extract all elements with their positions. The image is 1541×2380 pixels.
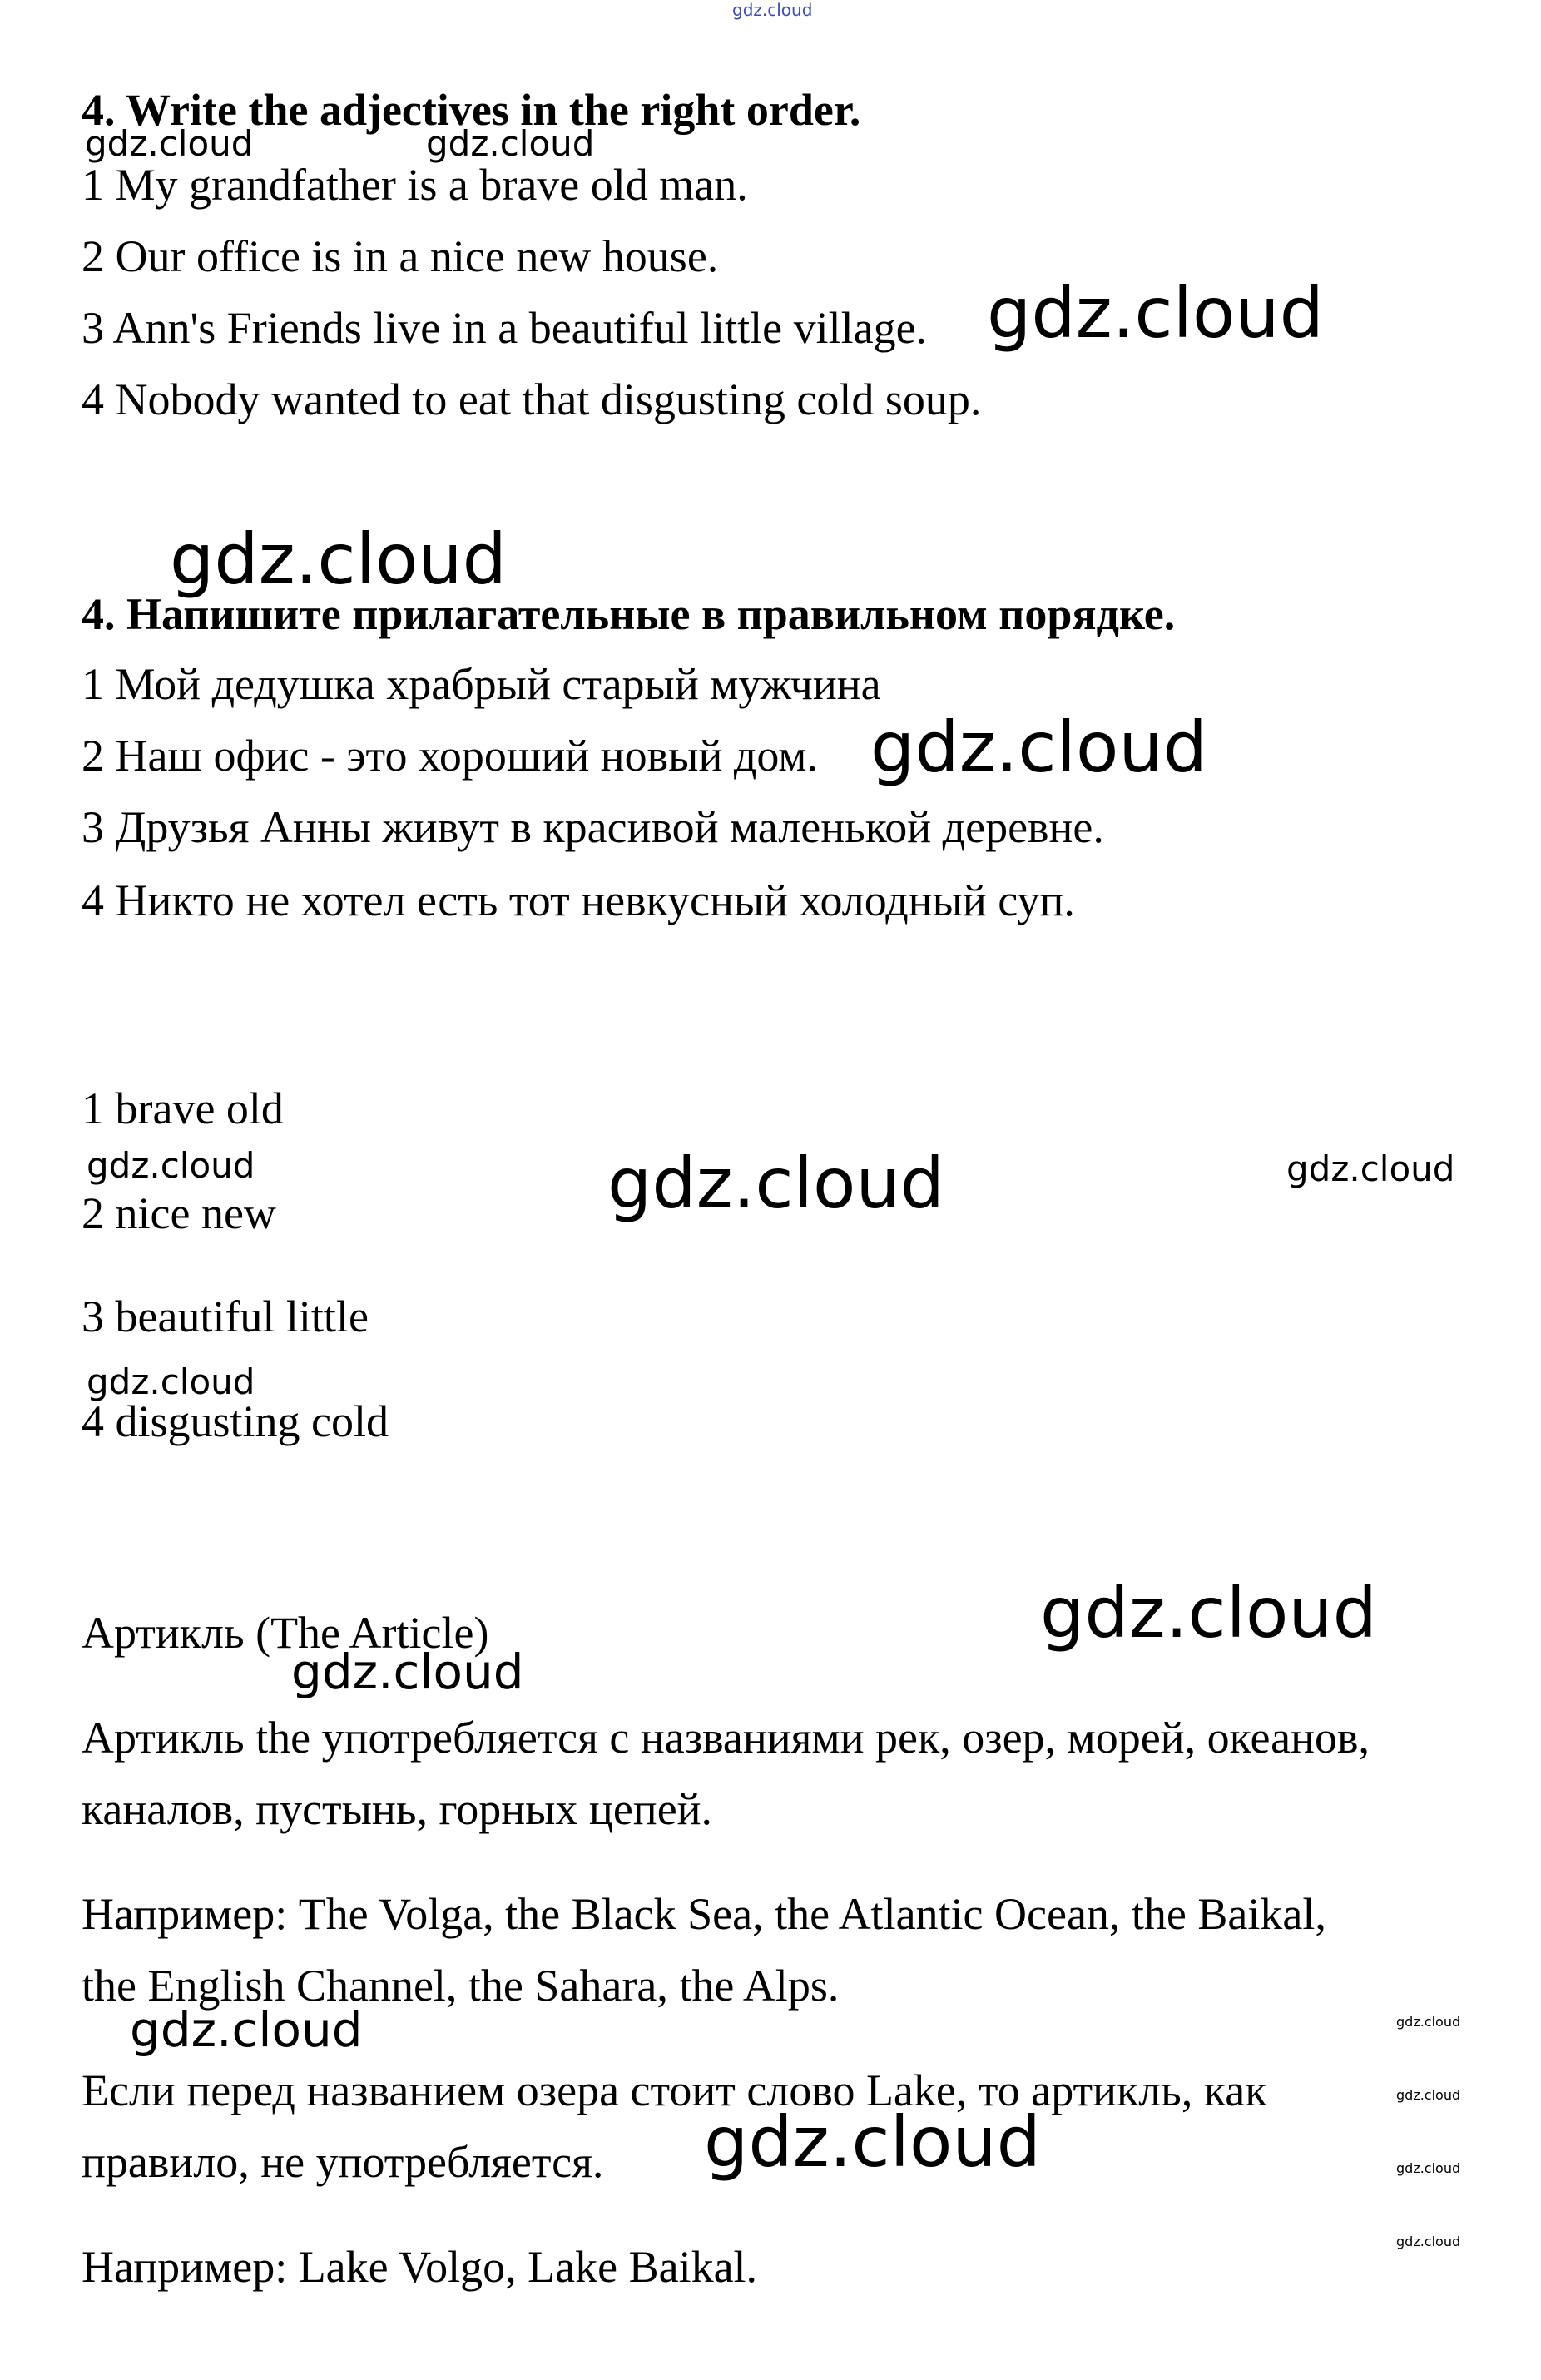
- grammar-heading: Артикль (The Article): [82, 1608, 489, 1658]
- watermark-text: gdz.cloud: [870, 707, 1207, 788]
- answer-4: 4 disgusting cold: [82, 1396, 389, 1446]
- watermark-text: gdz.cloud: [732, 0, 813, 20]
- answer-2: 2 nice new: [82, 1188, 276, 1238]
- grammar-rule-1-line-2: каналов, пустынь, горных цепей.: [82, 1784, 713, 1834]
- watermark-text: gdz.cloud: [1396, 2087, 1461, 2103]
- exercise-item-ru-2: 2 Наш офис - это хороший новый дом.: [82, 731, 818, 781]
- grammar-example-1-line-2: the English Channel, the Sahara, the Alps.: [82, 1961, 840, 2011]
- watermark-text: gdz.cloud: [87, 1145, 255, 1186]
- watermark-text: gdz.cloud: [130, 2001, 363, 2058]
- exercise-title-en: 4. Write the adjectives in the right order.: [82, 85, 861, 135]
- exercise-item-en-1: 1 My grandfather is a brave old man.: [82, 160, 748, 210]
- watermark-text: gdz.cloud: [987, 272, 1324, 354]
- exercise-title-ru: 4. Напишите прилагательные в правильном порядке.: [82, 589, 1176, 639]
- grammar-example-1-line-1: Например: The Volga, the Black Sea, the Atlantic Ocean, the Baikal,: [82, 1889, 1326, 1939]
- watermark-text: gdz.cloud: [1396, 2014, 1461, 2030]
- watermark-text: gdz.cloud: [170, 518, 507, 600]
- answer-1: 1 brave old: [82, 1083, 284, 1133]
- watermark-text: gdz.cloud: [1040, 1572, 1377, 1654]
- watermark-text: gdz.cloud: [607, 1143, 944, 1224]
- exercise-item-ru-1: 1 Мой дедушка храбрый старый мужчина: [82, 659, 881, 709]
- watermark-text: gdz.cloud: [87, 1361, 255, 1402]
- exercise-item-ru-3: 3 Друзья Анны живут в красивой маленькой деревне.: [82, 802, 1104, 852]
- grammar-example-2: Например: Lake Volgo, Lake Baikal.: [82, 2242, 758, 2292]
- exercise-item-en-2: 2 Our office is in a nice new house.: [82, 231, 719, 281]
- exercise-item-en-4: 4 Nobody wanted to eat that disgusting cold soup.: [82, 374, 982, 424]
- grammar-rule-2-line-1: Если перед названием озера стоит слово Lake, то артикль, как: [82, 2065, 1267, 2115]
- watermark-text: gdz.cloud: [1396, 2160, 1461, 2176]
- exercise-item-en-3: 3 Ann's Friends live in a beautiful little village.: [82, 303, 928, 353]
- grammar-rule-2-line-2: правило, не употребляется.: [82, 2137, 604, 2187]
- watermark-text: gdz.cloud: [291, 1644, 524, 1700]
- exercise-item-ru-4: 4 Никто не хотел есть тот невкусный холодный суп.: [82, 875, 1075, 925]
- watermark-text: gdz.cloud: [704, 2101, 1041, 2183]
- watermark-text: gdz.cloud: [426, 123, 595, 164]
- watermark-text: gdz.cloud: [85, 123, 254, 164]
- answer-3: 3 beautiful little: [82, 1292, 369, 1341]
- watermark-text: gdz.cloud: [1396, 2234, 1461, 2249]
- grammar-rule-1-line-1: Артикль the употребляется с названиями рек, озер, морей, океанов,: [82, 1713, 1370, 1763]
- watermark-text: gdz.cloud: [1286, 1148, 1455, 1189]
